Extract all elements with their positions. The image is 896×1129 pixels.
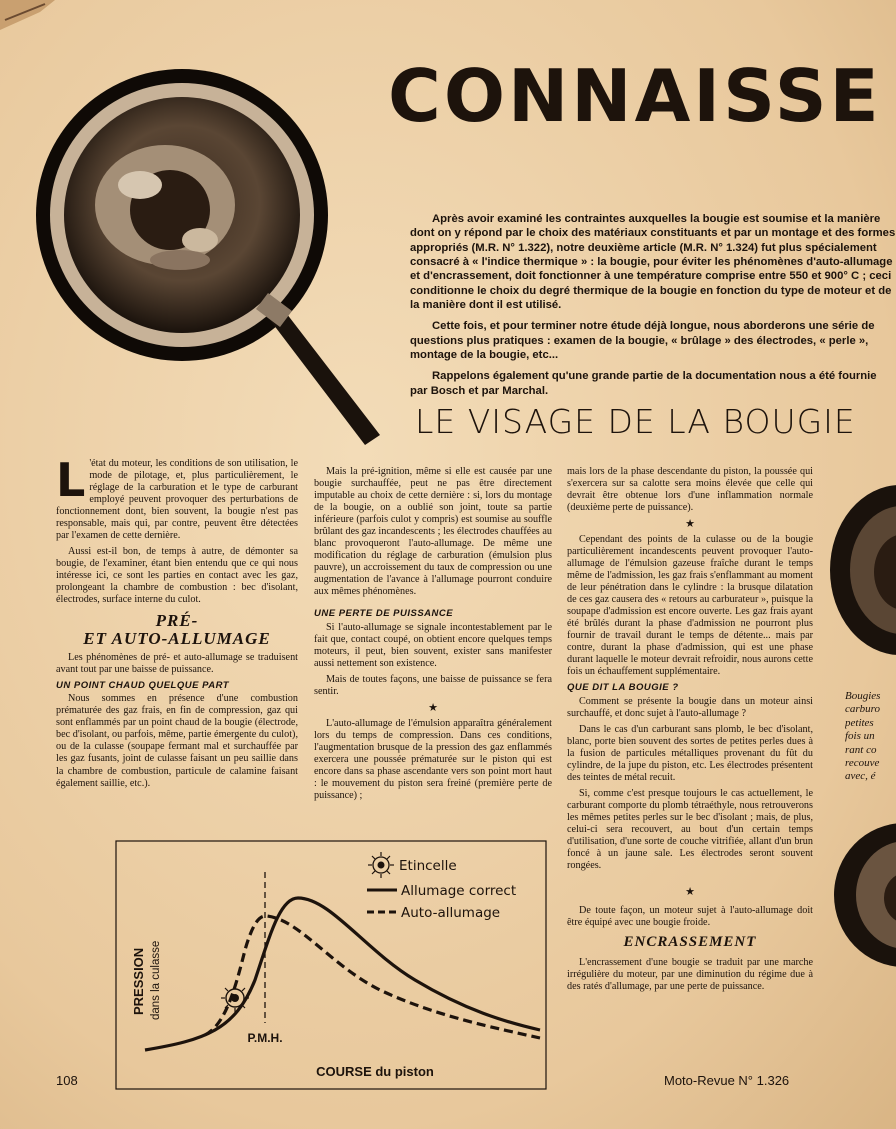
col2-paragraph-1: Mais la pré-ignition, même si elle est causée par une bougie surchauffée, peut ne pas être directement imputable au choix de cette dernière : si, lors du montage de la bougie, on a oublié son joint, toute sa partie inférieure (parfois culot y compris) est soumise au souffle brûlant des gaz incandescents ; les électrodes chauffées au blanc provoqueront l'auto-allumage. De même une modification du réglage de carburation (émulsion plus pauvre), un accroissement du taux de compression ou une augmentation de l'avance à l'allumage pourront conduire aux mêmes phénomènes. [314, 466, 552, 598]
page-number: 108 [56, 1073, 78, 1088]
intro-paragraph-3: Rappelons également qu'une grande partie de la documentation nous a été fournie par Bosch et par Marchal. [410, 370, 877, 397]
side-caption-line: Bougies [845, 690, 881, 702]
heading-line-2: ET AUTO-ALLUMAGE [83, 629, 271, 649]
subheading-que-dit: QUE DIT LA BOUGIE ? [567, 682, 679, 694]
subheading-point-chaud: UN POINT CHAUD QUELQUE PART [56, 680, 230, 692]
section-title: LE VISAGE DE LA BOUGIE [415, 405, 856, 438]
pmh-label: P.M.H. [247, 1031, 283, 1045]
legend-correct-label: Allumage correct [401, 883, 517, 899]
intro-paragraph-1: Après avoir examiné les contraintes auxquelles la bougie est soumise et la manière dont on y répond par le choix des matériaux constituants et par un montage et des formes appropriés (M.R. N° 1.322), notre deuxième article (M.R. N° 1.324) fut plus spécialement consacré à « l'indice thermique » : la bougie, pour éviter les phénomènes d'auto-allumage et d'encrassement, doit fonctionner à une température comprise entre 550 et 900° C ; ceci conditionne le choix du degré thermique de la bougie en fonction du type de moteur et de la manière dont il est utilisé. [410, 213, 896, 312]
col3-paragraph-1: mais lors de la phase descendante du piston, la poussée qui s'exercera sur sa calotte sera moins élevée que celle qui devrait être obtenue lors d'une inflammation normale (deuxième perte de puissance). [567, 466, 813, 514]
col1-paragraph-3: Les phénomènes de pré- et auto-allumage se traduisent avant tout par une baisse de puissance. [56, 652, 298, 676]
col3-paragraph-5: Si, comme c'est presque toujours le cas actuellement, le carburant comporte du plomb tétraéthyle, nous retrouverons les mêmes petites perles sur le bec d'isolant ; mais, de plus, celui-ci sera recouvert, au bout d'un certain temps d'utilisation, d'une sorte de couche vitrifiée, allant d'un brun foncé à un jaune sale. Les électrodes seront souvent rongées. [567, 787, 813, 872]
magnifier-photo [30, 65, 390, 445]
side-caption-line: avec, é [845, 770, 876, 783]
spark-plug-photo-1 [820, 480, 896, 660]
column-2 [314, 466, 552, 806]
y-axis-label: PRESSION [131, 947, 146, 1015]
intro-paragraph-2: Cette fois, et pour terminer notre étude déjà longue, nous aborderons une série de questions plus pratiques : examen de la bougie, « brûlage » des électrodes, « perle », montage de la bougie, etc... [410, 320, 875, 362]
graph-frame [116, 841, 546, 1089]
star-divider: ★ [428, 701, 438, 714]
corner-tab [0, 0, 60, 30]
col3-paragraph-4: Dans le cas d'un carburant sans plomb, le bec d'isolant, blanc, porte bien souvent des sortes de petites perles dues à la fusion de particules métalliques provenant du fût du cylindre, de la jupe du piston, etc. Les électrodes présentent des teintes de métal recuit. [567, 723, 813, 783]
col1-paragraph-4: Nous sommes en présence d'une combustion prématurée des gaz frais, en fin de compression, gaz qui sont enflammés par un point chaud de la bougie (électrode, bec d'isolant, ou parfois, même, partie émergente du culot), ou de la culasse (soupape fermant mal et surchauffée par les gaz fusants, joint de culasse faisant un peu saillie dans la chambre de combustion, particule de calamine faisant également saillie, etc.). [56, 693, 298, 789]
side-caption-line: petites [845, 716, 874, 729]
side-caption-line: recouve [845, 757, 880, 770]
col1-paragraph-2: Aussi est-il bon, de temps à autre, de démonter sa bougie, de l'examiner, étant bien entendu que ce qui nous intéresse ici, ce sont les parties en contact avec les gaz, prolongeant la chambre de combustion : bec d'isolant, électrodes, surface interne du culot. [56, 546, 298, 606]
col1-paragraph-1 [56, 458, 298, 542]
subheading-perte-puissance: UNE PERTE DE PUISSANCE [314, 608, 454, 620]
column-1 [56, 458, 298, 794]
side-caption-line: rant co [845, 743, 877, 756]
legend-auto-label: Auto-allumage [401, 905, 501, 921]
magazine-issue: Moto-Revue N° 1.326 [664, 1073, 790, 1088]
heading-line-1: PRÉ- [155, 611, 199, 631]
side-caption-line: carburo [845, 703, 881, 716]
col3-paragraph-7: L'encrassement d'une bougie se traduit par une marche irrégulière du moteur, par une diminution du régime due à des ratés d'allumage, par une perte de puissance. [567, 956, 813, 992]
heading-pre-allumage [56, 612, 298, 648]
column-3 [567, 466, 813, 997]
col2-paragraph-2: Si l'auto-allumage se signale incontestablement par le fait que, contact coupé, on obtient encore quelques temps moteurs, il peut, bien souvent, exister sans manifester aussi nettement son existence. [314, 621, 552, 669]
col3-paragraph-3: Comment se présente la bougie dans un moteur ainsi surchauffé, et donc sujet à l'auto-allumage ? [567, 695, 813, 719]
legend-spark-label: Etincelle [399, 858, 457, 874]
drop-cap: L [56, 458, 86, 507]
legend-spark [368, 852, 394, 878]
intro-block [410, 212, 896, 405]
side-caption [845, 690, 896, 784]
heading-encrassement: ENCRASSEMENT [623, 934, 757, 951]
col1-paragraph-1-text: 'état du moteur, les conditions de son utilisation, le mode de pilotage, et, plus particulièrement, le réglage de la carburation et le type de carburant employé peuvent provoquer des perturbations de fonctionnement dont, bien souvent, la bougie n'est pas responsable, mais qui, par contre, peuvent être détectées par l'examen de cette dernière. [56, 458, 298, 542]
star-divider: ★ [685, 886, 695, 899]
x-axis-label: COURSE du piston [316, 1064, 434, 1079]
col3-paragraph-2: Cependant des points de la culasse ou de la bougie particulièrement incandescents peuvent provoquer l'auto-allumage de l'émulsion gazeuse fraîche durant le temps même de l'admission, les gaz frais s'enflammant au moment de leur pénétration dans le cylindre : la brusque dilatation de ces gaz causera des « retours au carburateur », puisque la soupape d'admission est encore ouverte. Les gaz frais ayant été brûlés durant la phase d'admission ne pourront plus fournir de travail durant le temps de détente... mais par contre, durant la phase d'admission, qui est une phase durant laquelle le moteur devrait refroidir, nous aurons cette fois un échauffement supplémentaire. [567, 534, 813, 678]
star-divider: ★ [685, 518, 695, 531]
side-caption-line: fois un [845, 730, 875, 743]
y-axis-label-2: dans la culasse [150, 940, 162, 1020]
col3-paragraph-6: De toute façon, un moteur sujet à l'auto-allumage doit être équipé avec une bougie froide. [567, 905, 813, 929]
col2-paragraph-4: L'auto-allumage de l'émulsion apparaîtra généralement lors du temps de compression. Dans ces conditions, l'augmentation brusque de la pression des gaz enflammés exercera une poussée prématurée sur le piston qui est encore dans sa phase ascendante vers son point mort haut : le mouvement du piston sera freiné (première perte de puissance) ; [314, 717, 552, 801]
page-title: CONNAISSE [388, 60, 882, 132]
col2-paragraph-3: Mais de toutes façons, une baisse de puissance se fera sentir. [314, 673, 552, 697]
spark-plug-photo-2 [826, 820, 896, 970]
pressure-graph [115, 840, 547, 1090]
